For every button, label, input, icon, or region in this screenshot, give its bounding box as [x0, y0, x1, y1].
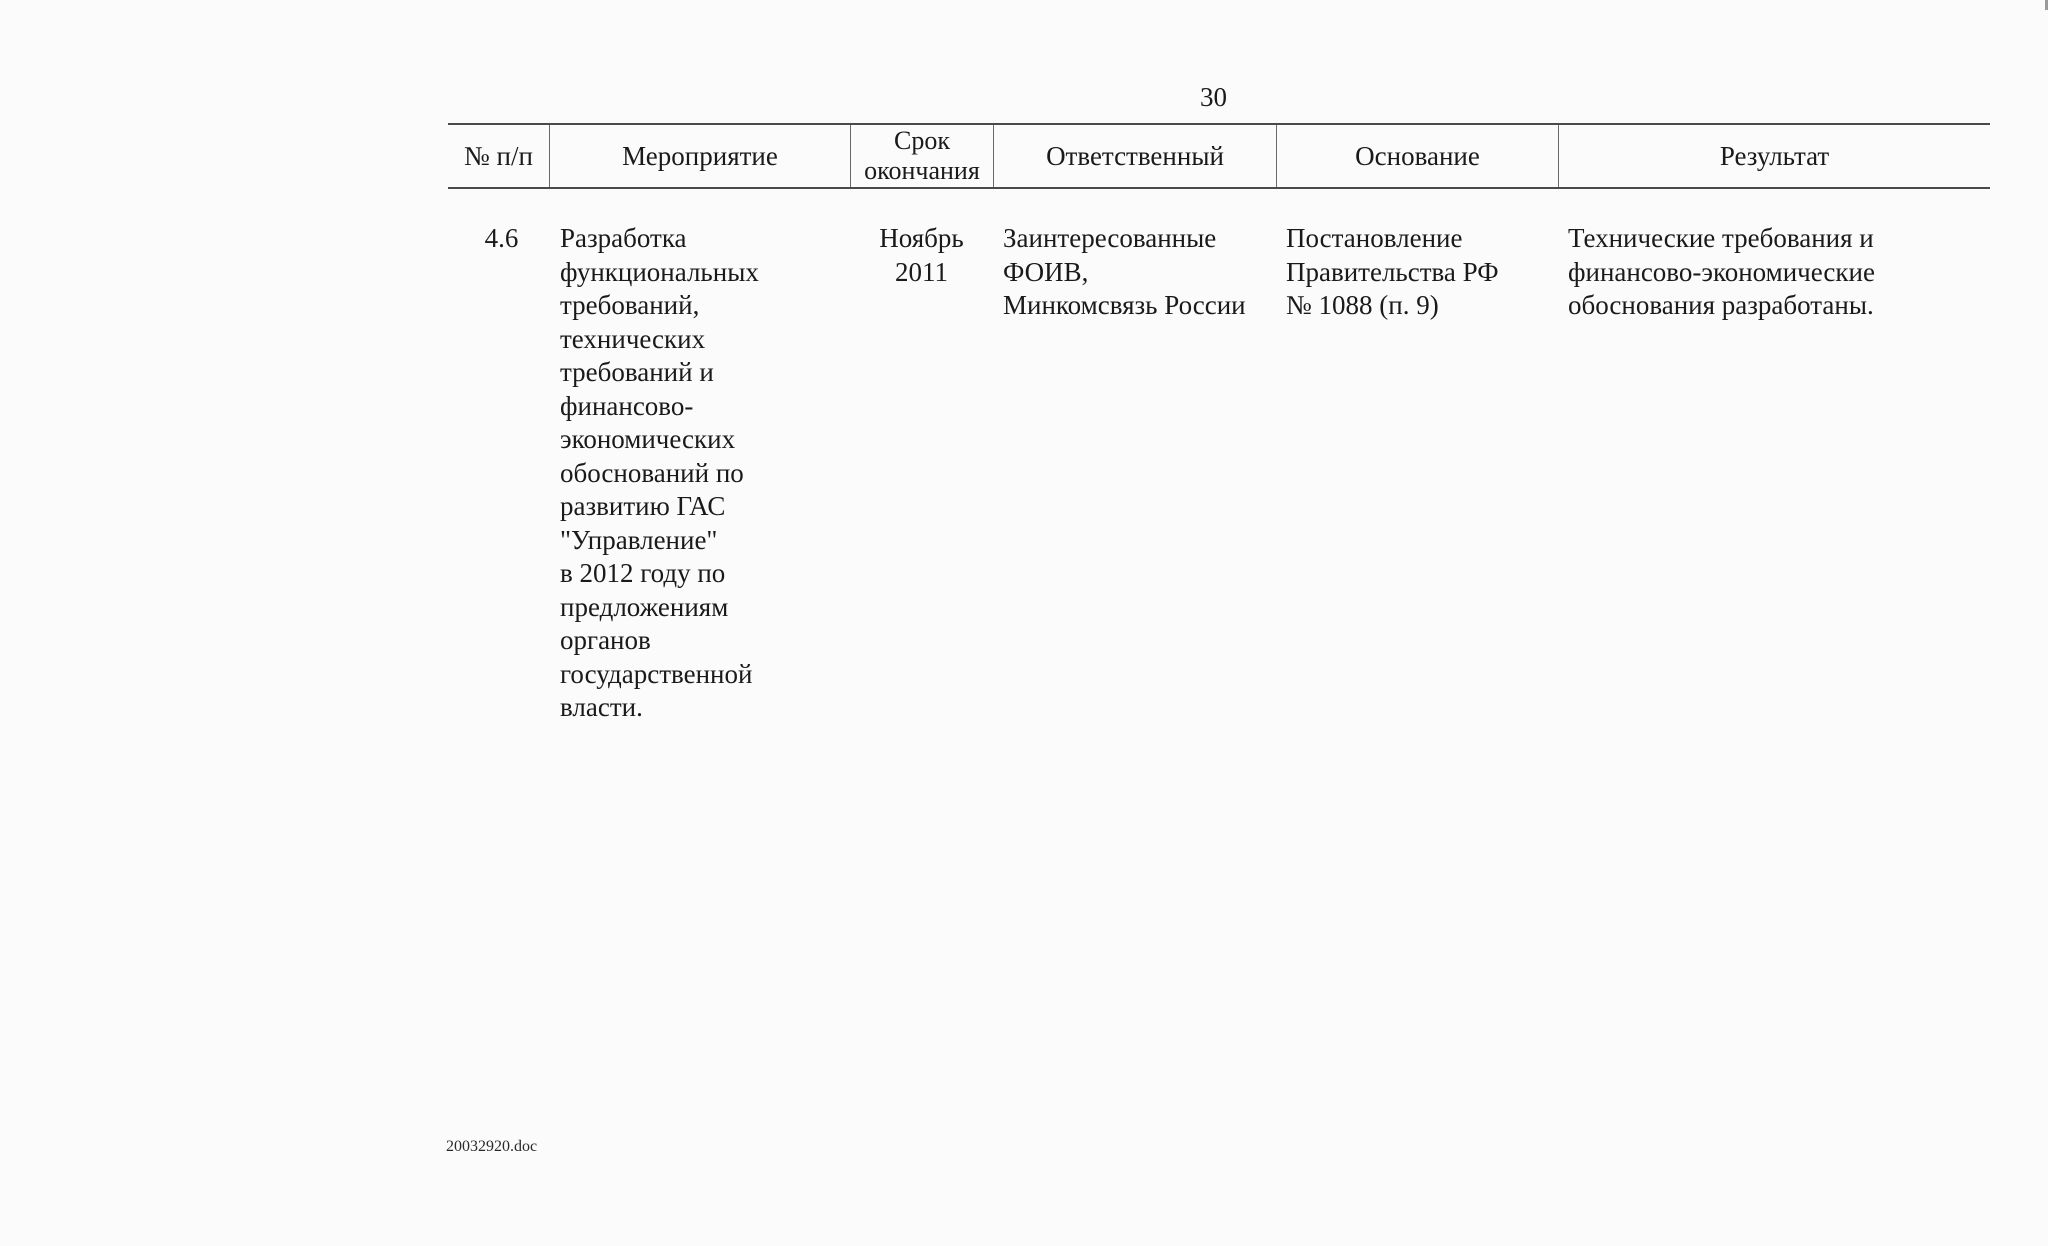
- event-line: функциональных: [560, 256, 759, 287]
- row-responsible: [993, 222, 1276, 725]
- row-event: [549, 222, 850, 725]
- result-line: обоснования разработаны.: [1568, 290, 1874, 320]
- header-deadline: [850, 125, 993, 187]
- basis-line: № 1088 (п. 9): [1286, 290, 1439, 320]
- table-header: [448, 123, 1990, 189]
- header-number: № п/п: [464, 141, 533, 171]
- header-deadline-line: Срок: [894, 126, 950, 155]
- result-line: Технические требования и: [1568, 223, 1874, 253]
- footer-filename: 20032920.doc: [446, 1138, 538, 1155]
- result-line: финансово-экономические: [1568, 256, 1875, 287]
- responsible-line: Заинтересованные: [1003, 223, 1217, 253]
- event-line: "Управление": [560, 524, 718, 555]
- row-basis: [1276, 222, 1558, 725]
- row-deadline: [850, 222, 993, 725]
- deadline-line: Ноябрь: [879, 223, 964, 253]
- header-event: Мероприятие: [549, 125, 850, 187]
- event-line: требований и: [560, 357, 714, 387]
- event-line: экономических: [560, 424, 736, 454]
- event-line: в 2012 году по: [560, 558, 726, 588]
- event-line: технических: [560, 323, 706, 354]
- header-deadline-line: окончания: [864, 156, 980, 185]
- header-responsible: Ответственный: [993, 125, 1276, 187]
- page-number: 30: [1200, 82, 1227, 112]
- basis-line: Правительства РФ: [1286, 256, 1499, 287]
- event-line: предложениям: [560, 591, 729, 622]
- event-line: развитию ГАС: [560, 491, 726, 521]
- deadline-line: 2011: [895, 256, 948, 287]
- responsible-line: ФОИВ,: [1003, 256, 1089, 287]
- event-line: обоснований по: [560, 457, 744, 488]
- event-line: власти.: [560, 692, 643, 722]
- table-row: [448, 222, 1990, 725]
- event-line: требований,: [560, 290, 700, 320]
- header-basis: Основание: [1276, 125, 1558, 187]
- event-line: финансово-: [560, 390, 694, 421]
- row-result: [1558, 222, 1990, 725]
- basis-line: Постановление: [1286, 223, 1463, 253]
- event-line: государственной: [560, 658, 753, 689]
- header-result: Результат: [1558, 125, 1990, 187]
- responsible-line: Минкомсвязь России: [1003, 290, 1246, 320]
- event-line: органов: [560, 625, 651, 655]
- row-number: 4.6: [484, 223, 519, 253]
- event-line: Разработка: [560, 223, 687, 253]
